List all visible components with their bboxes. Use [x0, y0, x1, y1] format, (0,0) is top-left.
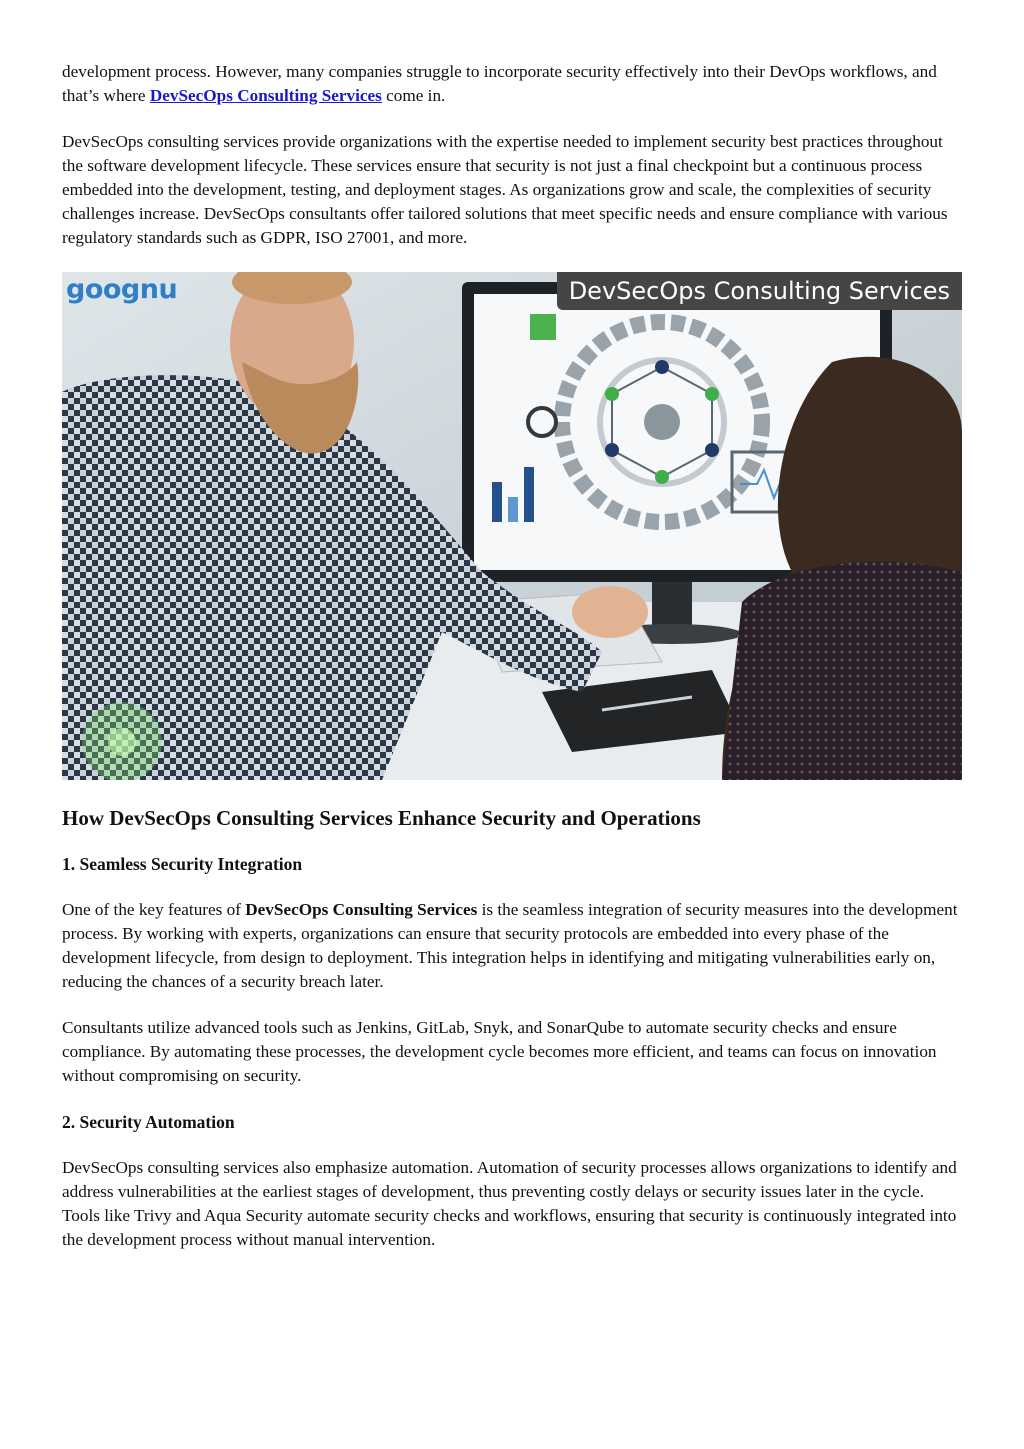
subsection-1-paragraph-1 — [62, 898, 962, 994]
goognu-logo: goognu — [66, 274, 178, 305]
intro-paragraph-1 — [62, 60, 962, 108]
sub1-text-b: is the seamless integration of security measures into the development process. By working with experts, organizations can ensure that security protocols are embedded into every phase of the development lifecycle, from design to deployment. This integration helps in identifying and mitigating vulnerabilities early on, reducing the chances of a security breach later. — [62, 900, 958, 991]
section-heading: How DevSecOps Consulting Services Enhance Security and Operations — [62, 806, 701, 830]
sub1-bold-term: DevSecOps Consulting Services — [245, 900, 478, 919]
hero-banner-title: DevSecOps Consulting Services — [557, 272, 962, 310]
subsection-2-title: 2. Security Automation — [62, 1112, 235, 1132]
hero-image — [62, 272, 962, 780]
devsecops-services-link[interactable]: DevSecOps Consulting Services — [149, 86, 382, 105]
intro-text-b: come in. — [381, 86, 446, 105]
intro-text-a: development process. However, many companies struggle to incorporate security effectively into their DevOps workflows, and that’s where — [62, 62, 937, 105]
subsection-1-title: 1. Seamless Security Integration — [62, 854, 303, 874]
sub1-text-a: One of the key features of — [62, 900, 246, 919]
subsection-1-paragraph-2: Consultants utilize advanced tools such as Jenkins, GitLab, Snyk, and SonarQube to automate security checks and ensure compliance. By automating these processes, the development cycle becomes more efficient, and teams can focus on innovation without compromising on security. — [62, 1018, 937, 1085]
document-content — [62, 60, 962, 1274]
subsection-2-paragraph-1: DevSecOps consulting services also emphasize automation. Automation of security processes allows organizations to identify and address vulnerabilities at the earliest stages of development, thus preventing costly delays or security issues later in the cycle. Tools like Trivy and Aqua Security automate security checks and workflows, ensuring that security is continuously integrated into the development process without manual intervention. — [62, 1158, 957, 1249]
hero-illustration — [62, 272, 962, 780]
intro-paragraph-2: DevSecOps consulting services provide organizations with the expertise needed to implement security best practices throughout the software development lifecycle. These services ensure that security is not just a final checkpoint but a continuous process embedded into the development, testing, and deployment stages. As organizations grow and scale, the complexities of security challenges increase. DevSecOps consultants offer tailored solutions that meet specific needs and ensure compliance with various regulatory standards such as GDPR, ISO 27001, and more. — [62, 132, 948, 247]
